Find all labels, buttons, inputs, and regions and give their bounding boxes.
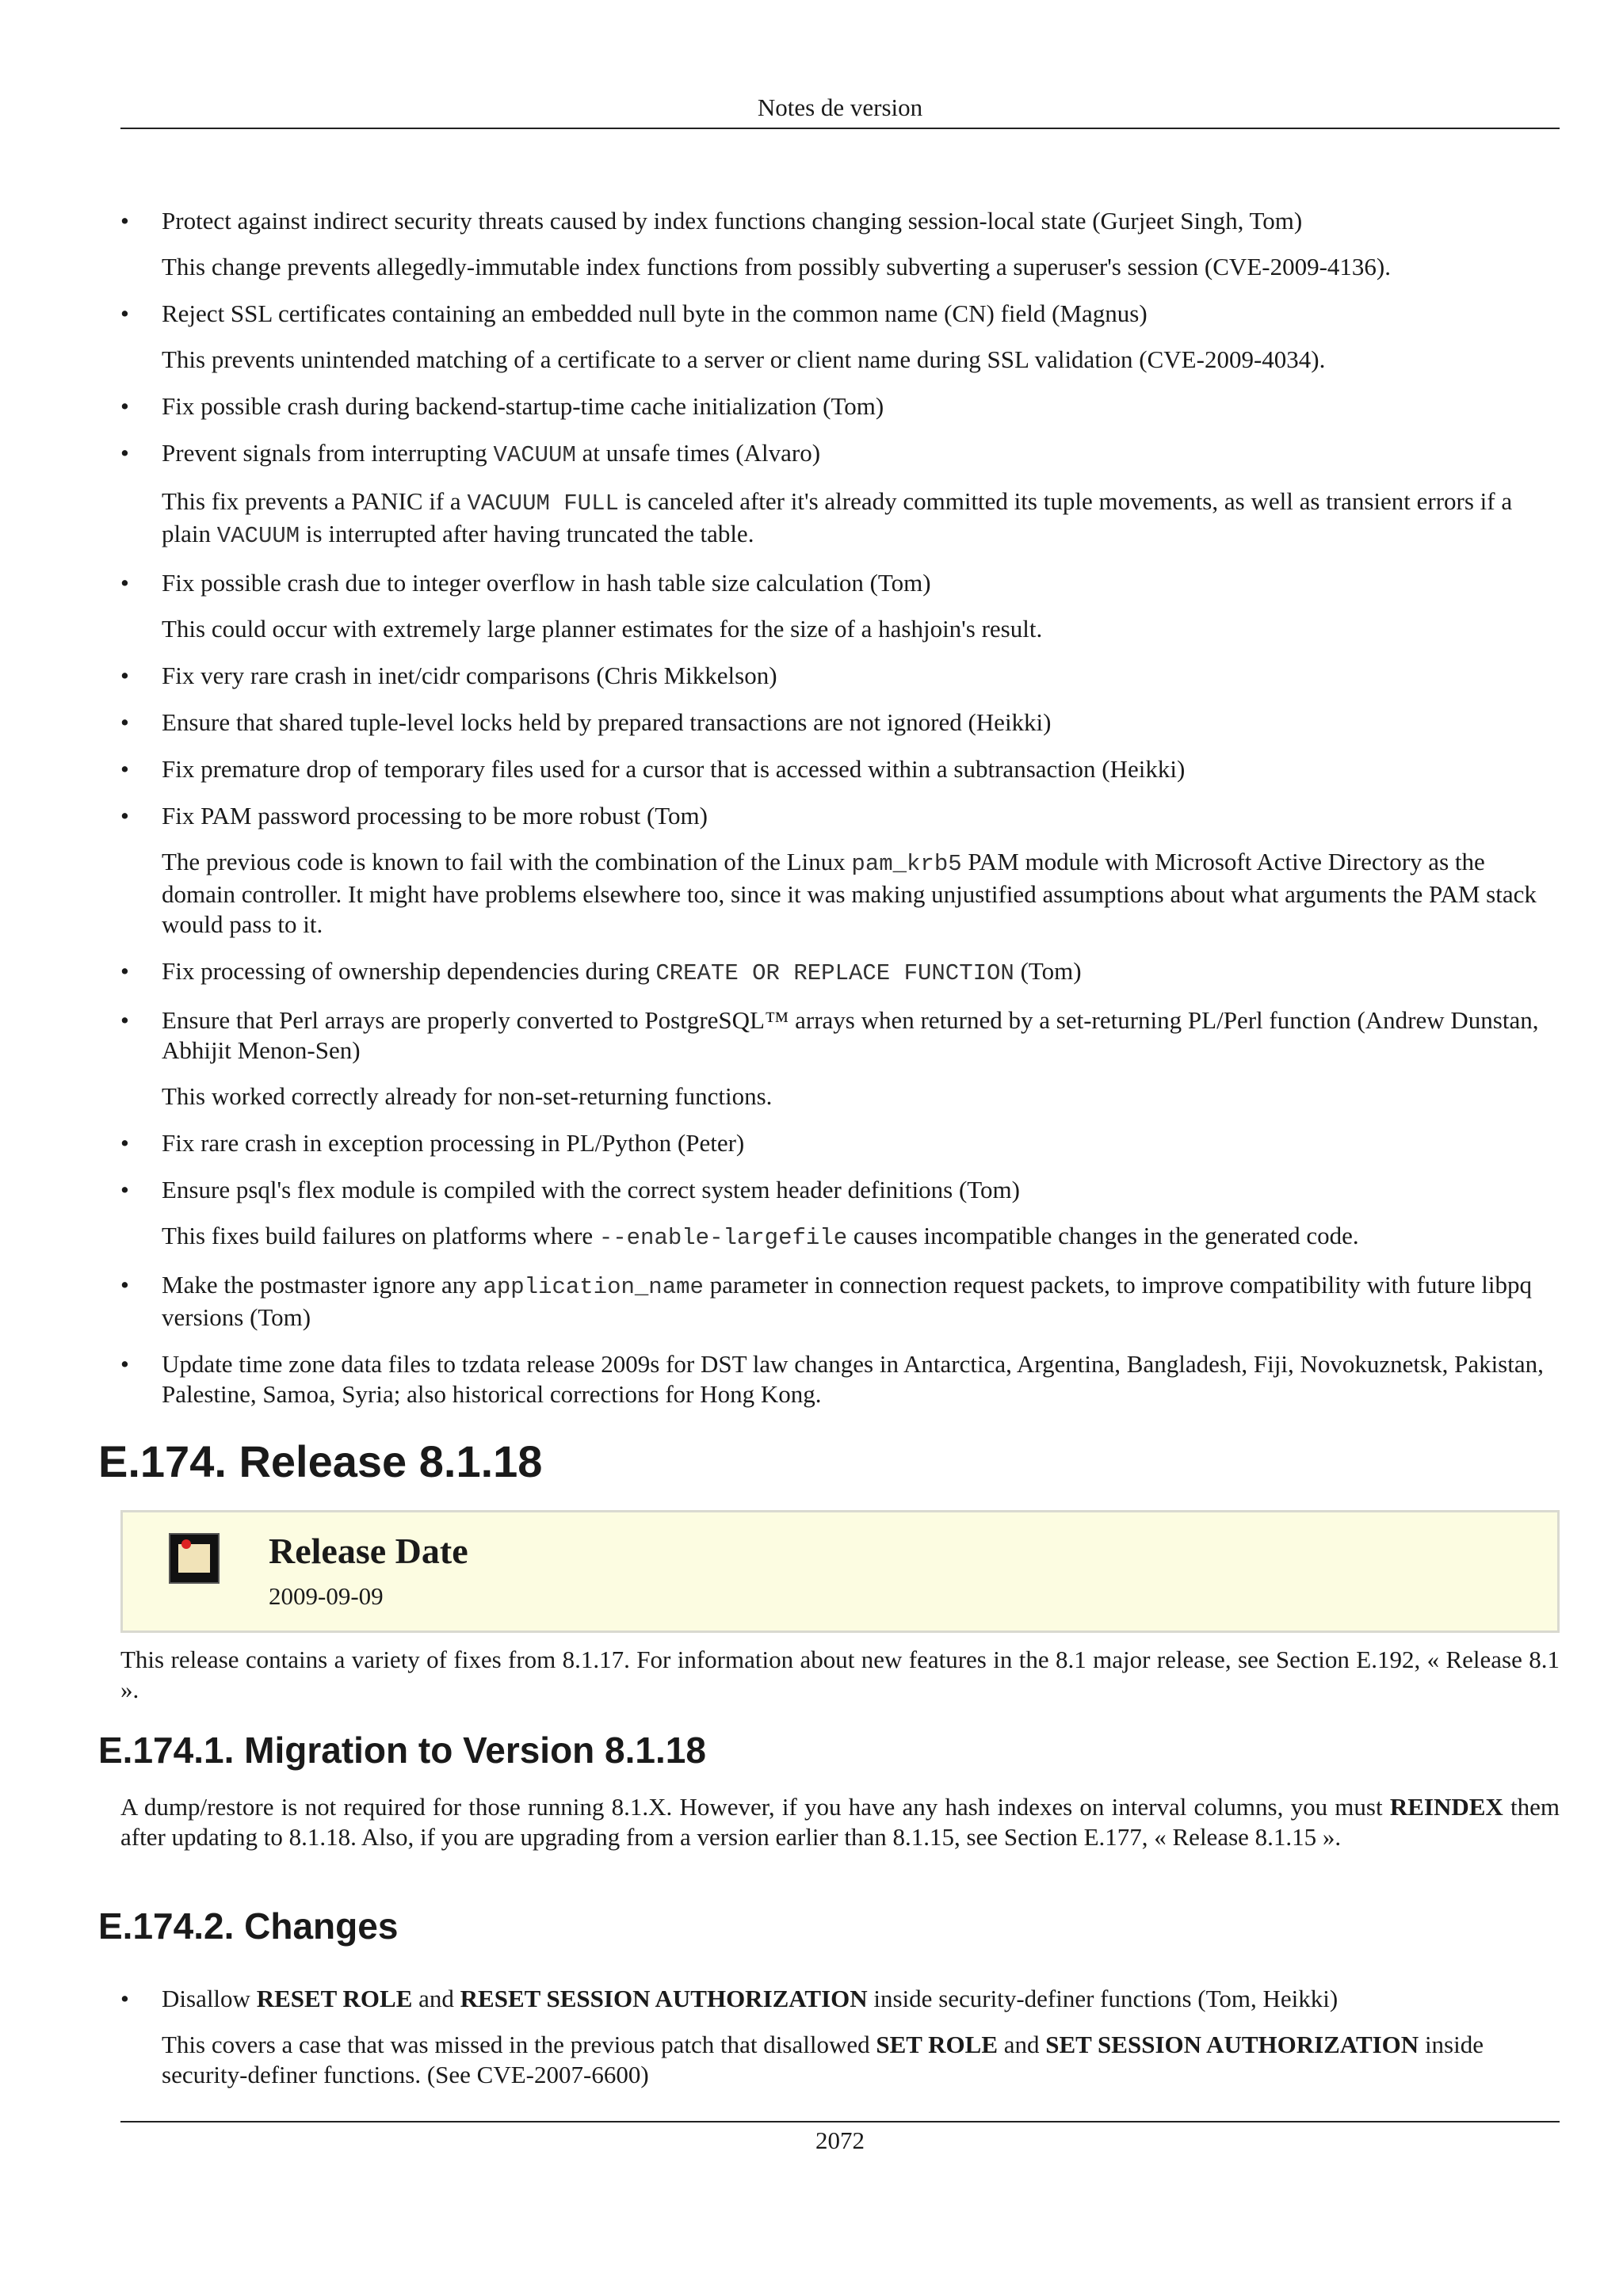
list-item: • Update time zone data files to tzdata release 2009s for DST law changes in Antarctica, Argentina, Bangladesh, Fiji, Novokuznetsk, Pakistan, Palestine, Samoa, Syria; also historical corrections for Hong Kong. [120, 1350, 1544, 1408]
changes-list [120, 1984, 1560, 2107]
list-item: • Fix processing of ownership dependencies during CREATE OR REPLACE FUNCTION (Tom) [120, 957, 1082, 986]
list-item: • Disallow RESET ROLE and RESET SESSION AUTHORIZATION inside security-definer functions (Tom, Heikki) This covers a case that was missed in the previous patch that disallowed SET ROLE and SET SESSION AUTHORIZATION inside security-definer functions. (See CVE-2007-6600) [120, 1985, 1484, 2088]
page-header: Notes de version [757, 93, 923, 121]
page-number: 2072 [815, 2126, 865, 2154]
list-item: • Fix very rare crash in inet/cidr comparisons (Chris Mikkelson) [120, 662, 777, 689]
footer-divider [120, 2121, 1560, 2122]
release-date: 2009-09-09 [269, 1582, 384, 1610]
list-item: • Ensure psql's flex module is compiled with the correct system header definitions (Tom) This fixes build failures on platforms where --enable-largefile causes incompatible changes in the generated code. [120, 1176, 1359, 1251]
release-date-note [120, 1510, 1560, 1633]
note-title: Release Date [269, 1531, 468, 1571]
changes-title: E.174.2. Changes [98, 1905, 399, 1947]
header-divider [120, 128, 1560, 129]
release-notes-list [120, 206, 1560, 1426]
section-intro: This release contains a variety of fixes from 8.1.17. For information about new features in the 8.1 major release, see Section E.192, « Release 8.1 ». [120, 1646, 1560, 1703]
list-item: • Fix possible crash due to integer overflow in hash table size calculation (Tom) This could occur with extremely large planner estimates for the size of a hashjoin's result. [120, 569, 1043, 643]
list-item: • Make the postmaster ignore any application_name parameter in connection request packets, to improve compatibility with future libpq versions (Tom) [120, 1271, 1533, 1331]
migration-text: A dump/restore is not required for those running 8.1.X. However, if you have any hash indexes on interval columns, you must REINDEX them after updating to 8.1.18. Also, if you are upgrading from a version earlier than 8.1.15, see Section E.177, « Release 8.1.15 ». [120, 1793, 1560, 1851]
section-title: E.174. Release 8.1.18 [98, 1436, 543, 1486]
list-item: • Fix possible crash during backend-startup-time cache initialization (Tom) [120, 392, 884, 420]
list-item: • Ensure that shared tuple-level locks held by prepared transactions are not ignored (Heikki) [120, 708, 1052, 736]
note-icon [169, 1533, 220, 1584]
list-item: • Fix premature drop of temporary files used for a cursor that is accessed within a subtransaction (Heikki) [120, 755, 1186, 783]
list-item: • Fix rare crash in exception processing in PL/Python (Peter) [120, 1129, 745, 1157]
list-item: • Prevent signals from interrupting VACUUM at unsafe times (Alvaro) This fix prevents a PANIC if a VACUUM FULL is canceled after it's already committed its tuple movements, as well as transient errors if a plain VACUUM is interrupted after having truncated the table. [120, 439, 1513, 549]
migration-title: E.174.1. Migration to Version 8.1.18 [98, 1730, 706, 1771]
code-vacuum: VACUUM [493, 442, 576, 468]
list-item: • Fix PAM password processing to be more robust (Tom) The previous code is known to fail with the combination of the Linux pam_krb5 PAM module with Microsoft Active Directory as the domain controller. It might have problems elsewhere too, since it was making unjustified assumptions about what arguments the PAM stack would pass to it. [120, 802, 1537, 938]
list-item: • Reject SSL certificates containing an embedded null byte in the common name (CN) field (Magnus) This prevents unintended matching of a certificate to a server or client name during SSL validation (CVE-2009-4034). [120, 299, 1326, 373]
list-item: • Protect against indirect security threats caused by index functions changing session-local state (Gurjeet Singh, Tom) This change prevents allegedly-immutable index functions from possibly subverting a superuser's session (CVE-2009-4136). [120, 207, 1391, 280]
list-item: • Ensure that Perl arrays are properly converted to PostgreSQL™ arrays when returned by a set-returning PL/Perl function (Andrew Dunstan, Abhijit Menon-Sen) This worked correctly already for non-set-returning functions. [120, 1006, 1539, 1110]
